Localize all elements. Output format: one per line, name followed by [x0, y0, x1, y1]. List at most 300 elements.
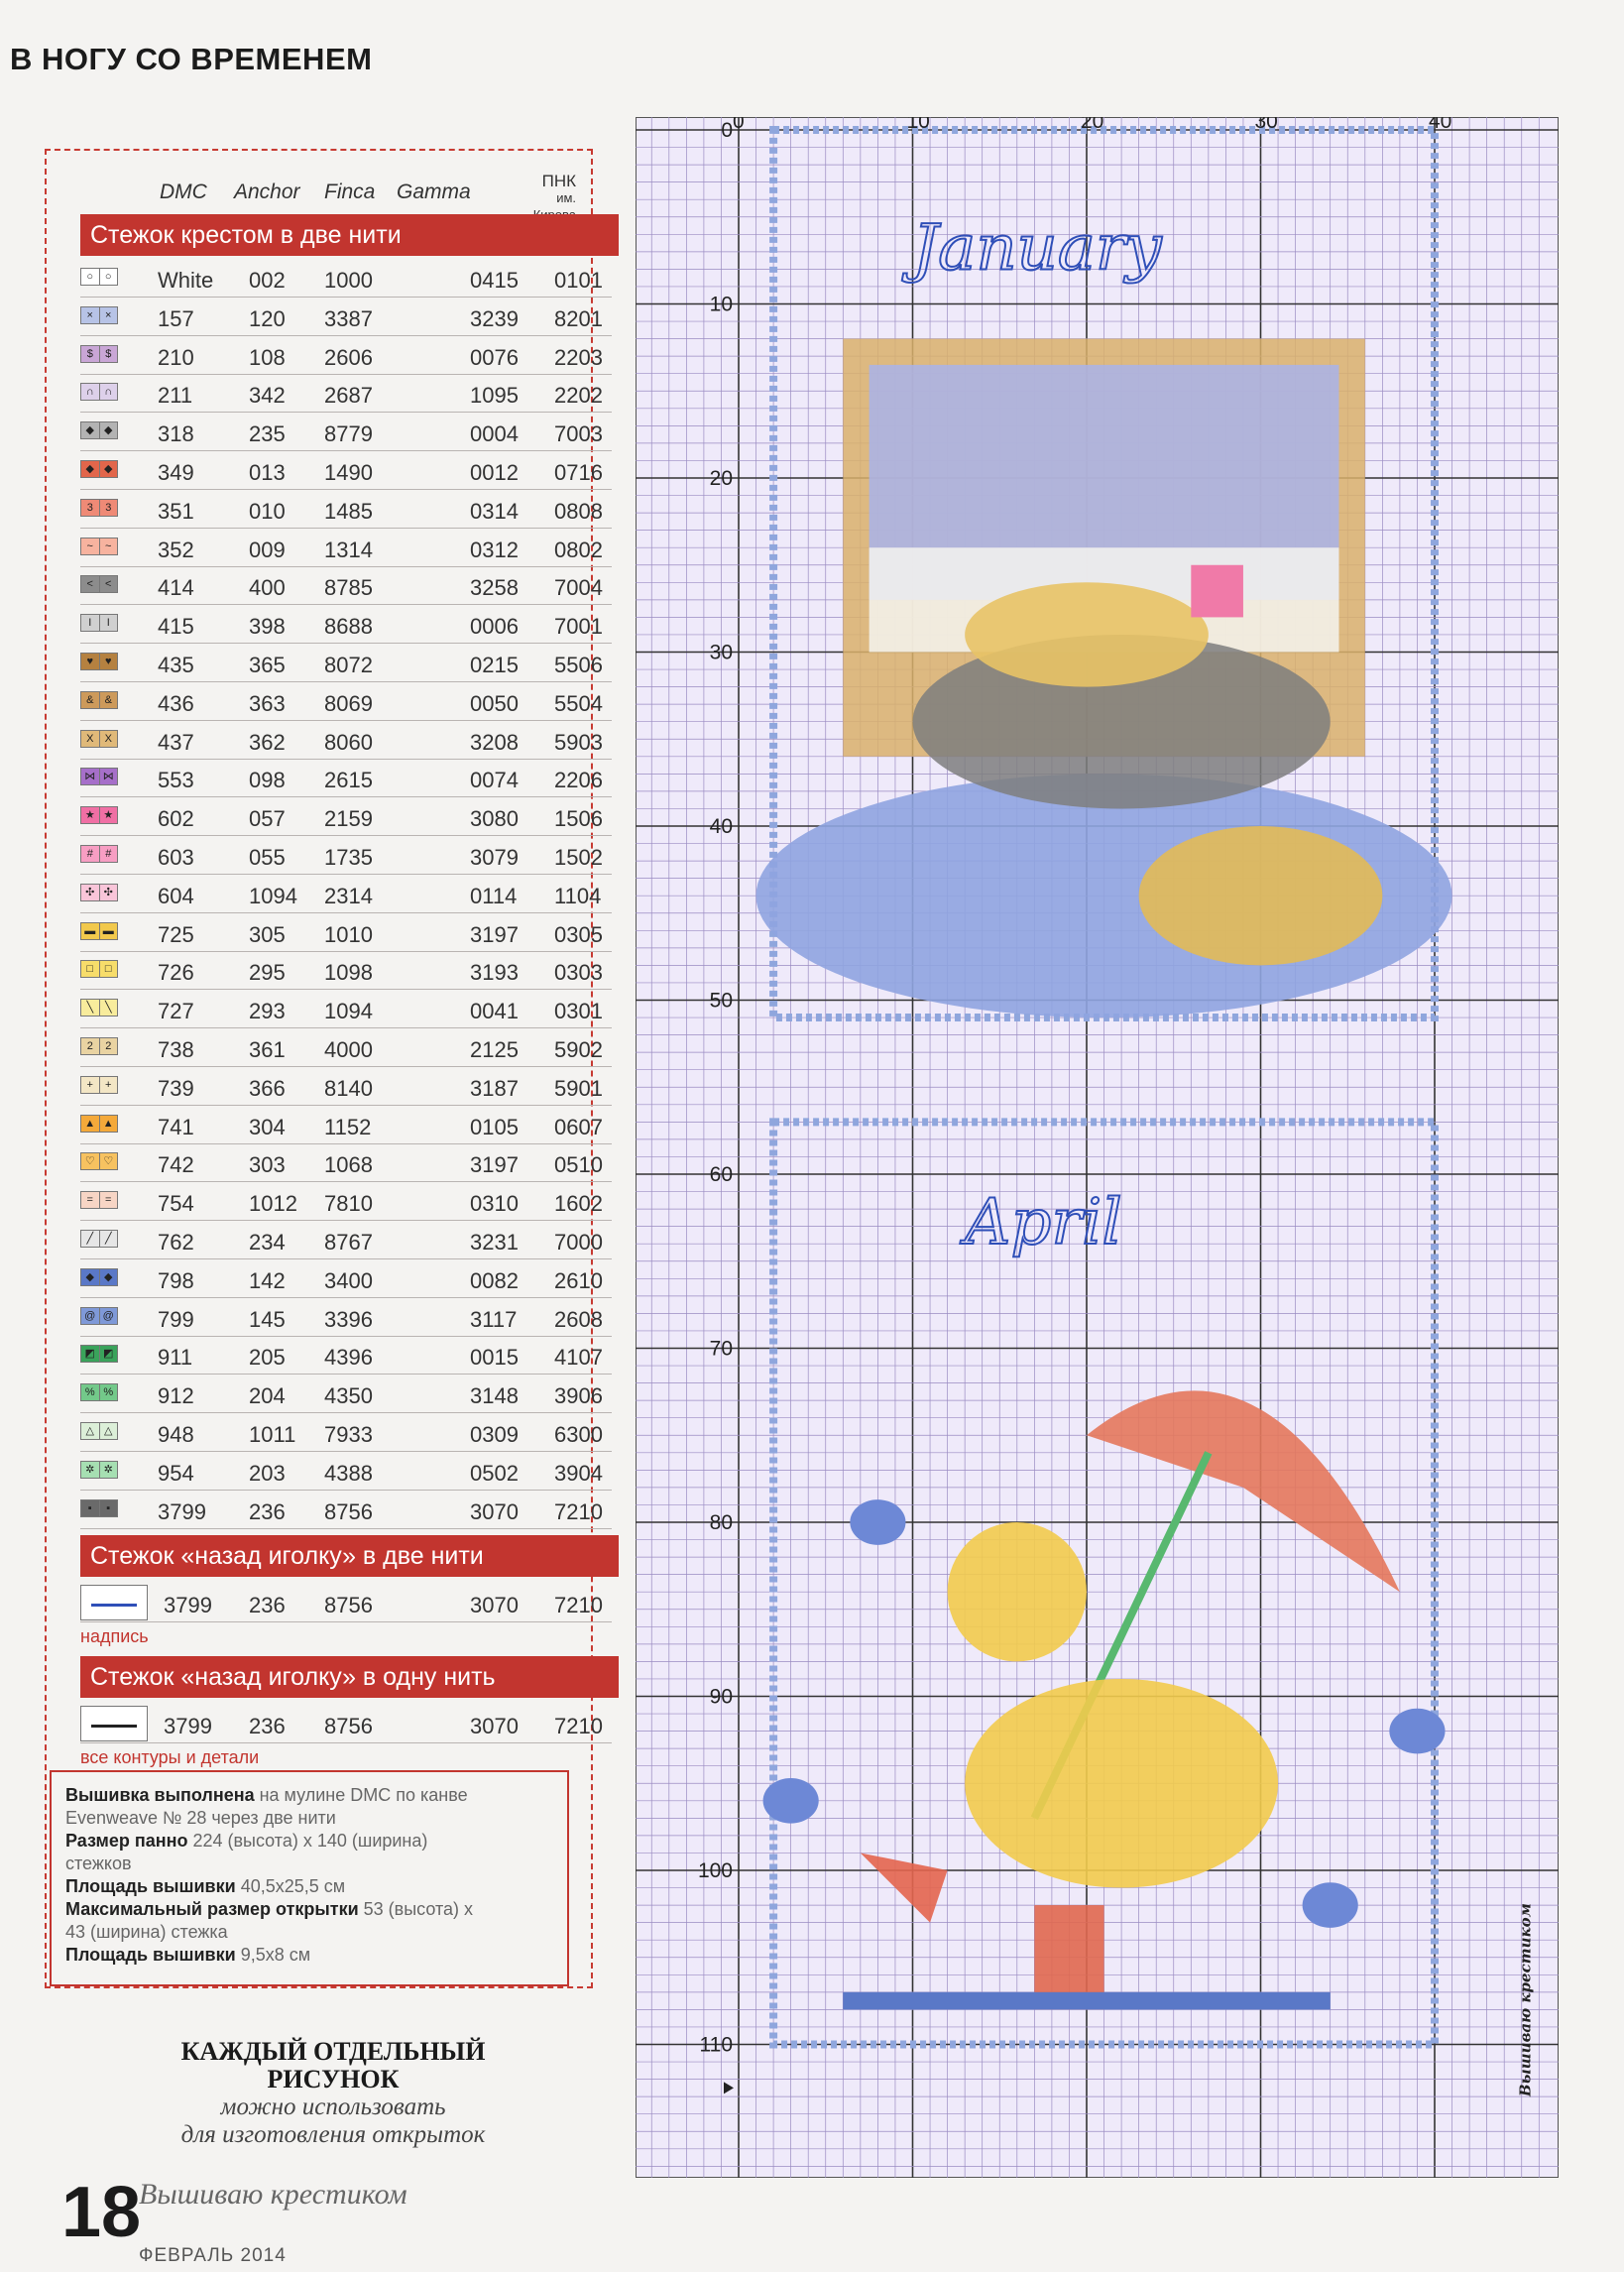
symbol-cell: & — [81, 692, 100, 708]
row-pnk: 0101 — [554, 268, 603, 293]
y-tick-label: 110 — [699, 2033, 733, 2057]
word-january: January — [912, 211, 1162, 286]
symbol-swatch — [80, 845, 118, 863]
legend-row — [80, 643, 612, 682]
row-finca: 8767 — [324, 1230, 373, 1255]
promo-line-3: можно использовать — [220, 2093, 446, 2120]
row-dmc: White — [158, 268, 214, 293]
row-gamma: 0415 — [470, 268, 519, 293]
row-anchor: 009 — [249, 537, 286, 562]
row-dmc: 437 — [158, 729, 194, 755]
symbol-cell: 2 — [100, 1038, 118, 1054]
row-finca: 1735 — [324, 845, 373, 870]
symbol-swatch — [80, 1345, 118, 1363]
backstitch-one-row — [80, 1704, 612, 1743]
legend-row — [80, 874, 612, 913]
symbol-swatch — [80, 383, 118, 401]
cat-stripe — [965, 582, 1209, 686]
promo-note — [95, 2038, 571, 2149]
legend-row — [80, 1297, 612, 1337]
info-text-area: 40,5х25,5 см — [235, 1876, 346, 1896]
symbol-cell: = — [100, 1192, 118, 1208]
symbol-swatch — [80, 1422, 118, 1440]
symbol-swatch — [80, 345, 118, 363]
symbol-cell: ✲ — [81, 1462, 100, 1478]
symbol-cell: + — [81, 1077, 100, 1093]
row-pnk: 2608 — [554, 1306, 603, 1332]
symbol-swatch — [80, 960, 118, 978]
y-tick-label: 40 — [709, 815, 733, 838]
info-text-area2: 9,5х8 см — [235, 1945, 311, 1965]
legend-row — [80, 1374, 612, 1413]
symbol-swatch — [80, 421, 118, 439]
legend-row — [80, 1490, 612, 1529]
promo-line-1: КАЖДЫЙ ОТДЕЛЬНЫЙ — [180, 2037, 486, 2066]
row-pnk: 5504 — [554, 690, 603, 716]
legend-row — [80, 681, 612, 721]
col-pnk-name: ПНК — [541, 172, 576, 190]
row-dmc: 210 — [158, 344, 194, 370]
info-max-width: 43 (ширина) стежка — [65, 1922, 228, 1942]
backstitch-two-header: Стежок «назад иголку» в две нити — [80, 1535, 619, 1577]
promo-line-2: РИСУНОК — [267, 2065, 400, 2093]
row-finca: 2615 — [324, 768, 373, 793]
symbol-cell: < — [81, 576, 100, 592]
row-finca: 8756 — [324, 1498, 373, 1524]
row-dmc: 415 — [158, 614, 194, 640]
row-dmc: 912 — [158, 1383, 194, 1409]
symbol-swatch — [80, 653, 118, 670]
flower-pot — [1191, 565, 1243, 618]
legend-row — [80, 1451, 612, 1491]
row-finca: 1094 — [324, 999, 373, 1024]
info-canvas: Evenweave № 28 через две нити — [65, 1808, 336, 1828]
row-gamma: 0310 — [470, 1191, 519, 1217]
row-anchor: 002 — [249, 268, 286, 293]
legend-row — [80, 335, 612, 375]
cross-stitch-header: Стежок крестом в две нити — [80, 214, 619, 256]
row-gamma: 0074 — [470, 768, 519, 793]
symbol-cell: ○ — [100, 269, 118, 285]
symbol-cell: X — [100, 731, 118, 747]
symbol-cell: X — [81, 731, 100, 747]
legend-row — [80, 373, 612, 413]
symbol-cell: % — [100, 1384, 118, 1400]
x-tick-label: 20 — [1081, 117, 1104, 133]
row-pnk: 7001 — [554, 614, 603, 640]
row-gamma: 0076 — [470, 344, 519, 370]
symbol-swatch — [80, 1076, 118, 1094]
row-pnk: 2202 — [554, 383, 603, 409]
row-dmc: 435 — [158, 653, 194, 677]
row-dmc: 436 — [158, 690, 194, 716]
row-finca: 4350 — [324, 1383, 373, 1409]
row-gamma: 0004 — [470, 421, 519, 447]
info-label-area: Площадь вышивки — [65, 1876, 236, 1896]
row-pnk: 0808 — [554, 498, 603, 524]
row-pnk: 7004 — [554, 575, 603, 601]
symbol-cell: ▲ — [81, 1116, 100, 1132]
row-dmc: 911 — [158, 1345, 193, 1371]
symbol-cell: ✣ — [100, 885, 118, 900]
magazine-logo: Вышиваю крестиком — [139, 2178, 407, 2211]
y-tick-label: 20 — [709, 467, 733, 490]
symbol-cell: ◆ — [81, 461, 100, 477]
legend-row — [80, 604, 612, 644]
info-text-max: 53 (высота) х — [358, 1899, 474, 1919]
symbol-cell: ◆ — [100, 1269, 118, 1285]
row-finca: 3400 — [324, 1267, 373, 1293]
row-anchor: 363 — [249, 690, 286, 716]
row-gamma: 3187 — [470, 1075, 519, 1101]
backstitch-two-anchor: 236 — [249, 1593, 286, 1618]
row-pnk: 1506 — [554, 806, 603, 832]
row-finca: 1068 — [324, 1152, 373, 1178]
row-dmc: 351 — [158, 498, 194, 524]
row-anchor: 365 — [249, 653, 286, 677]
page-number: 18 — [61, 2173, 142, 2252]
legend-row — [80, 796, 612, 836]
legend-row — [80, 1412, 612, 1452]
symbol-cell: $ — [81, 346, 100, 362]
row-finca: 2314 — [324, 883, 373, 908]
row-dmc: 349 — [158, 460, 194, 485]
legend-row — [80, 489, 612, 529]
symbol-swatch — [80, 730, 118, 748]
symbol-cell: □ — [100, 961, 118, 977]
row-pnk: 8201 — [554, 305, 603, 331]
row-gamma: 0215 — [470, 653, 519, 677]
row-anchor: 236 — [249, 1498, 286, 1524]
row-gamma: 3197 — [470, 921, 519, 947]
symbol-swatch — [80, 1152, 118, 1170]
symbol-cell: ⋈ — [81, 769, 100, 784]
raindrop-4 — [1303, 1882, 1358, 1928]
row-anchor: 400 — [249, 575, 286, 601]
backstitch-one-header: Стежок «назад иголку» в одну нить — [80, 1656, 619, 1698]
symbol-swatch — [80, 1268, 118, 1286]
backstitch-two-note: надпись — [80, 1626, 149, 1647]
x-tick-label: 40 — [1429, 117, 1452, 133]
row-pnk: 7000 — [554, 1230, 603, 1255]
row-anchor: 1011 — [249, 1422, 296, 1447]
col-anchor: Anchor — [234, 180, 300, 203]
legend-row — [80, 1066, 612, 1106]
row-dmc: 738 — [158, 1037, 194, 1062]
row-finca: 8688 — [324, 614, 373, 640]
col-dmc: DMC — [160, 180, 207, 203]
legend-row — [80, 1105, 612, 1144]
row-gamma: 0082 — [470, 1267, 519, 1293]
symbol-swatch — [80, 1307, 118, 1325]
backstitch-two-finca: 8756 — [324, 1593, 373, 1618]
row-anchor: 205 — [249, 1345, 286, 1371]
row-anchor: 305 — [249, 921, 286, 947]
row-gamma: 3070 — [470, 1498, 519, 1524]
symbol-swatch — [80, 691, 118, 709]
info-label-size: Размер панно — [65, 1831, 188, 1851]
backstitch-two-pnk: 7210 — [554, 1593, 603, 1618]
symbol-cell: ◆ — [81, 422, 100, 438]
row-anchor: 108 — [249, 344, 286, 370]
y-tick-label: 100 — [697, 1859, 733, 1882]
row-finca: 8060 — [324, 729, 373, 755]
symbol-cell: ✲ — [100, 1462, 118, 1478]
row-anchor: 203 — [249, 1460, 286, 1486]
row-finca: 8779 — [324, 421, 373, 447]
symbol-cell: % — [81, 1384, 100, 1400]
y-tick-label: 60 — [709, 1163, 733, 1186]
legend-row — [80, 1181, 612, 1221]
row-anchor: 304 — [249, 1114, 286, 1139]
backstitch-one-swatch — [80, 1706, 148, 1741]
row-dmc: 604 — [158, 883, 194, 908]
legend-row — [80, 1027, 612, 1067]
symbol-cell: ◆ — [100, 422, 118, 438]
row-pnk: 3906 — [554, 1383, 603, 1409]
x-tick-label: 0 — [733, 117, 745, 133]
symbol-cell: × — [100, 307, 118, 323]
symbol-cell: ╲ — [100, 1000, 118, 1016]
row-finca: 1314 — [324, 537, 373, 562]
symbol-swatch — [80, 499, 118, 517]
raindrop-1 — [850, 1499, 905, 1545]
row-dmc: 798 — [158, 1267, 194, 1293]
row-anchor: 145 — [249, 1306, 286, 1332]
row-gamma: 0041 — [470, 999, 519, 1024]
raindrop-3 — [1389, 1709, 1445, 1754]
row-dmc: 739 — [158, 1075, 194, 1101]
symbol-swatch — [80, 1037, 118, 1055]
row-anchor: 055 — [249, 845, 286, 870]
row-anchor: 295 — [249, 960, 286, 986]
row-anchor: 342 — [249, 383, 286, 409]
legend-row — [80, 412, 612, 451]
symbol-cell: ▪ — [81, 1500, 100, 1516]
symbol-cell: I — [81, 615, 100, 631]
row-dmc: 742 — [158, 1152, 194, 1178]
row-dmc: 727 — [158, 999, 194, 1024]
row-finca: 4388 — [324, 1460, 373, 1486]
symbol-cell: ⋈ — [100, 769, 118, 784]
row-anchor: 120 — [249, 305, 286, 331]
issue-date: ФЕВРАЛЬ 2014 — [139, 2245, 287, 2266]
symbol-swatch — [80, 1191, 118, 1209]
symbol-cell: ◆ — [100, 461, 118, 477]
col-finca: Finca — [324, 180, 376, 203]
row-anchor: 366 — [249, 1075, 286, 1101]
symbol-cell: ▪ — [100, 1500, 118, 1516]
y-tick-label: 10 — [709, 293, 733, 316]
row-pnk: 1502 — [554, 845, 603, 870]
row-finca: 8072 — [324, 653, 373, 677]
row-dmc: 754 — [158, 1191, 194, 1217]
row-gamma: 3193 — [470, 960, 519, 986]
row-anchor: 235 — [249, 421, 286, 447]
legend-row — [80, 450, 612, 490]
symbol-cell: @ — [81, 1308, 100, 1324]
row-gamma: 1095 — [470, 383, 519, 409]
ground-line — [843, 1992, 1330, 2010]
row-pnk: 2610 — [554, 1267, 603, 1293]
symbol-cell: # — [100, 846, 118, 862]
row-finca: 1485 — [324, 498, 373, 524]
row-gamma: 0309 — [470, 1422, 519, 1447]
row-gamma: 3148 — [470, 1383, 519, 1409]
duck-body — [965, 1679, 1278, 1888]
row-pnk: 0607 — [554, 1114, 603, 1139]
row-anchor: 057 — [249, 806, 286, 832]
symbol-cell: ◆ — [81, 1269, 100, 1285]
backstitch-two-dmc: 3799 — [164, 1593, 212, 1618]
symbol-cell: ╱ — [81, 1231, 100, 1247]
row-finca: 3396 — [324, 1306, 373, 1332]
legend-row — [80, 1335, 612, 1375]
row-pnk: 1602 — [554, 1191, 603, 1217]
row-gamma: 0105 — [470, 1114, 519, 1139]
row-dmc: 954 — [158, 1460, 194, 1486]
symbol-cell: $ — [100, 346, 118, 362]
row-dmc: 3799 — [158, 1498, 206, 1524]
row-finca: 8140 — [324, 1075, 373, 1101]
row-pnk: 0716 — [554, 460, 603, 485]
symbol-cell: ♥ — [100, 654, 118, 669]
backstitch-one-anchor: 236 — [249, 1714, 286, 1739]
symbol-cell: # — [81, 846, 100, 862]
row-anchor: 362 — [249, 729, 286, 755]
backstitch-one-gamma: 3070 — [470, 1714, 519, 1739]
symbol-swatch — [80, 1461, 118, 1479]
x-tick-label: 10 — [906, 117, 930, 133]
row-gamma: 3079 — [470, 845, 519, 870]
symbol-cell: □ — [81, 961, 100, 977]
symbol-cell: = — [81, 1192, 100, 1208]
row-anchor: 234 — [249, 1230, 286, 1255]
chart-canvas — [636, 117, 1559, 2178]
symbol-cell: 3 — [81, 500, 100, 516]
row-anchor: 010 — [249, 498, 286, 524]
symbol-cell: ♥ — [81, 654, 100, 669]
row-pnk: 5901 — [554, 1075, 603, 1101]
row-gamma: 0312 — [470, 537, 519, 562]
symbol-cell: ∩ — [81, 384, 100, 400]
row-finca: 2159 — [324, 806, 373, 832]
row-gamma: 0314 — [470, 498, 519, 524]
page-title: В НОГУ СО ВРЕМЕНЕМ — [10, 42, 373, 76]
row-anchor: 204 — [249, 1383, 286, 1409]
row-gamma: 0006 — [470, 614, 519, 640]
symbol-cell: ✣ — [81, 885, 100, 900]
symbol-cell: 3 — [100, 500, 118, 516]
symbol-cell: ▲ — [100, 1116, 118, 1132]
legend-row — [80, 565, 612, 605]
row-anchor: 013 — [249, 460, 286, 485]
row-finca: 8069 — [324, 690, 373, 716]
row-anchor: 098 — [249, 768, 286, 793]
row-dmc: 157 — [158, 305, 194, 331]
symbol-swatch — [80, 999, 118, 1016]
row-finca: 2687 — [324, 383, 373, 409]
symbol-cell: × — [81, 307, 100, 323]
symbol-swatch — [80, 806, 118, 824]
symbol-cell: ♡ — [100, 1153, 118, 1169]
y-tick-label: 0 — [721, 119, 733, 142]
symbol-cell: ◩ — [81, 1346, 100, 1362]
symbol-cell: & — [100, 692, 118, 708]
legend-row — [80, 1220, 612, 1259]
legend-row — [80, 258, 612, 298]
symbol-cell: ★ — [81, 807, 100, 823]
embroidery-info — [50, 1770, 569, 1986]
row-anchor: 293 — [249, 999, 286, 1024]
symbol-cell: < — [100, 576, 118, 592]
info-label-done: Вышивка выполнена — [65, 1785, 255, 1805]
legend-row — [80, 758, 612, 797]
symbol-cell: @ — [100, 1308, 118, 1324]
cross-stitch-chart — [636, 117, 1559, 2178]
symbol-cell: ╲ — [81, 1000, 100, 1016]
row-finca: 8785 — [324, 575, 373, 601]
chart-watermark: Вышиваю крестиком — [1516, 1903, 1535, 2097]
row-dmc: 725 — [158, 921, 194, 947]
symbol-swatch — [80, 1115, 118, 1133]
row-pnk: 2203 — [554, 344, 603, 370]
row-gamma: 3231 — [470, 1230, 519, 1255]
symbol-cell: ╱ — [100, 1231, 118, 1247]
row-gamma: 3258 — [470, 575, 519, 601]
row-finca: 7933 — [324, 1422, 373, 1447]
row-gamma: 0502 — [470, 1460, 519, 1486]
row-dmc: 553 — [158, 768, 194, 793]
row-pnk: 6300 — [554, 1422, 603, 1447]
row-pnk: 0802 — [554, 537, 603, 562]
symbol-cell: ~ — [100, 538, 118, 554]
row-dmc: 726 — [158, 960, 194, 986]
row-gamma: 3197 — [470, 1152, 519, 1178]
row-finca: 1000 — [324, 268, 373, 293]
backstitch-two-row — [80, 1583, 612, 1622]
row-anchor: 361 — [249, 1037, 286, 1062]
row-dmc: 741 — [158, 1114, 194, 1139]
row-finca: 1010 — [324, 921, 373, 947]
symbol-swatch — [80, 268, 118, 286]
row-dmc: 762 — [158, 1230, 194, 1255]
row-pnk: 3904 — [554, 1460, 603, 1486]
row-gamma: 3208 — [470, 729, 519, 755]
x-tick-label: 30 — [1254, 117, 1278, 133]
info-label-area2: Площадь вышивки — [65, 1945, 236, 1965]
symbol-cell: ◩ — [100, 1346, 118, 1362]
row-pnk: 0303 — [554, 960, 603, 986]
col-gamma: Gamma — [397, 180, 471, 203]
row-gamma: 0012 — [470, 460, 519, 485]
symbol-swatch — [80, 922, 118, 940]
symbol-cell: + — [100, 1077, 118, 1093]
row-pnk: 1104 — [554, 883, 602, 908]
row-dmc: 352 — [158, 537, 194, 562]
symbol-swatch — [80, 460, 118, 478]
word-april: April — [965, 1186, 1122, 1260]
row-dmc: 211 — [158, 383, 193, 409]
promo-line-4: для изготовления открыток — [180, 2121, 486, 2148]
row-dmc: 603 — [158, 845, 194, 870]
row-pnk: 5903 — [554, 729, 603, 755]
symbol-cell: ★ — [100, 807, 118, 823]
y-tick-label: 30 — [709, 641, 733, 664]
backstitch-two-swatch — [80, 1585, 148, 1620]
backstitch-one-note: все контуры и детали — [80, 1747, 260, 1768]
row-pnk: 0305 — [554, 921, 603, 947]
